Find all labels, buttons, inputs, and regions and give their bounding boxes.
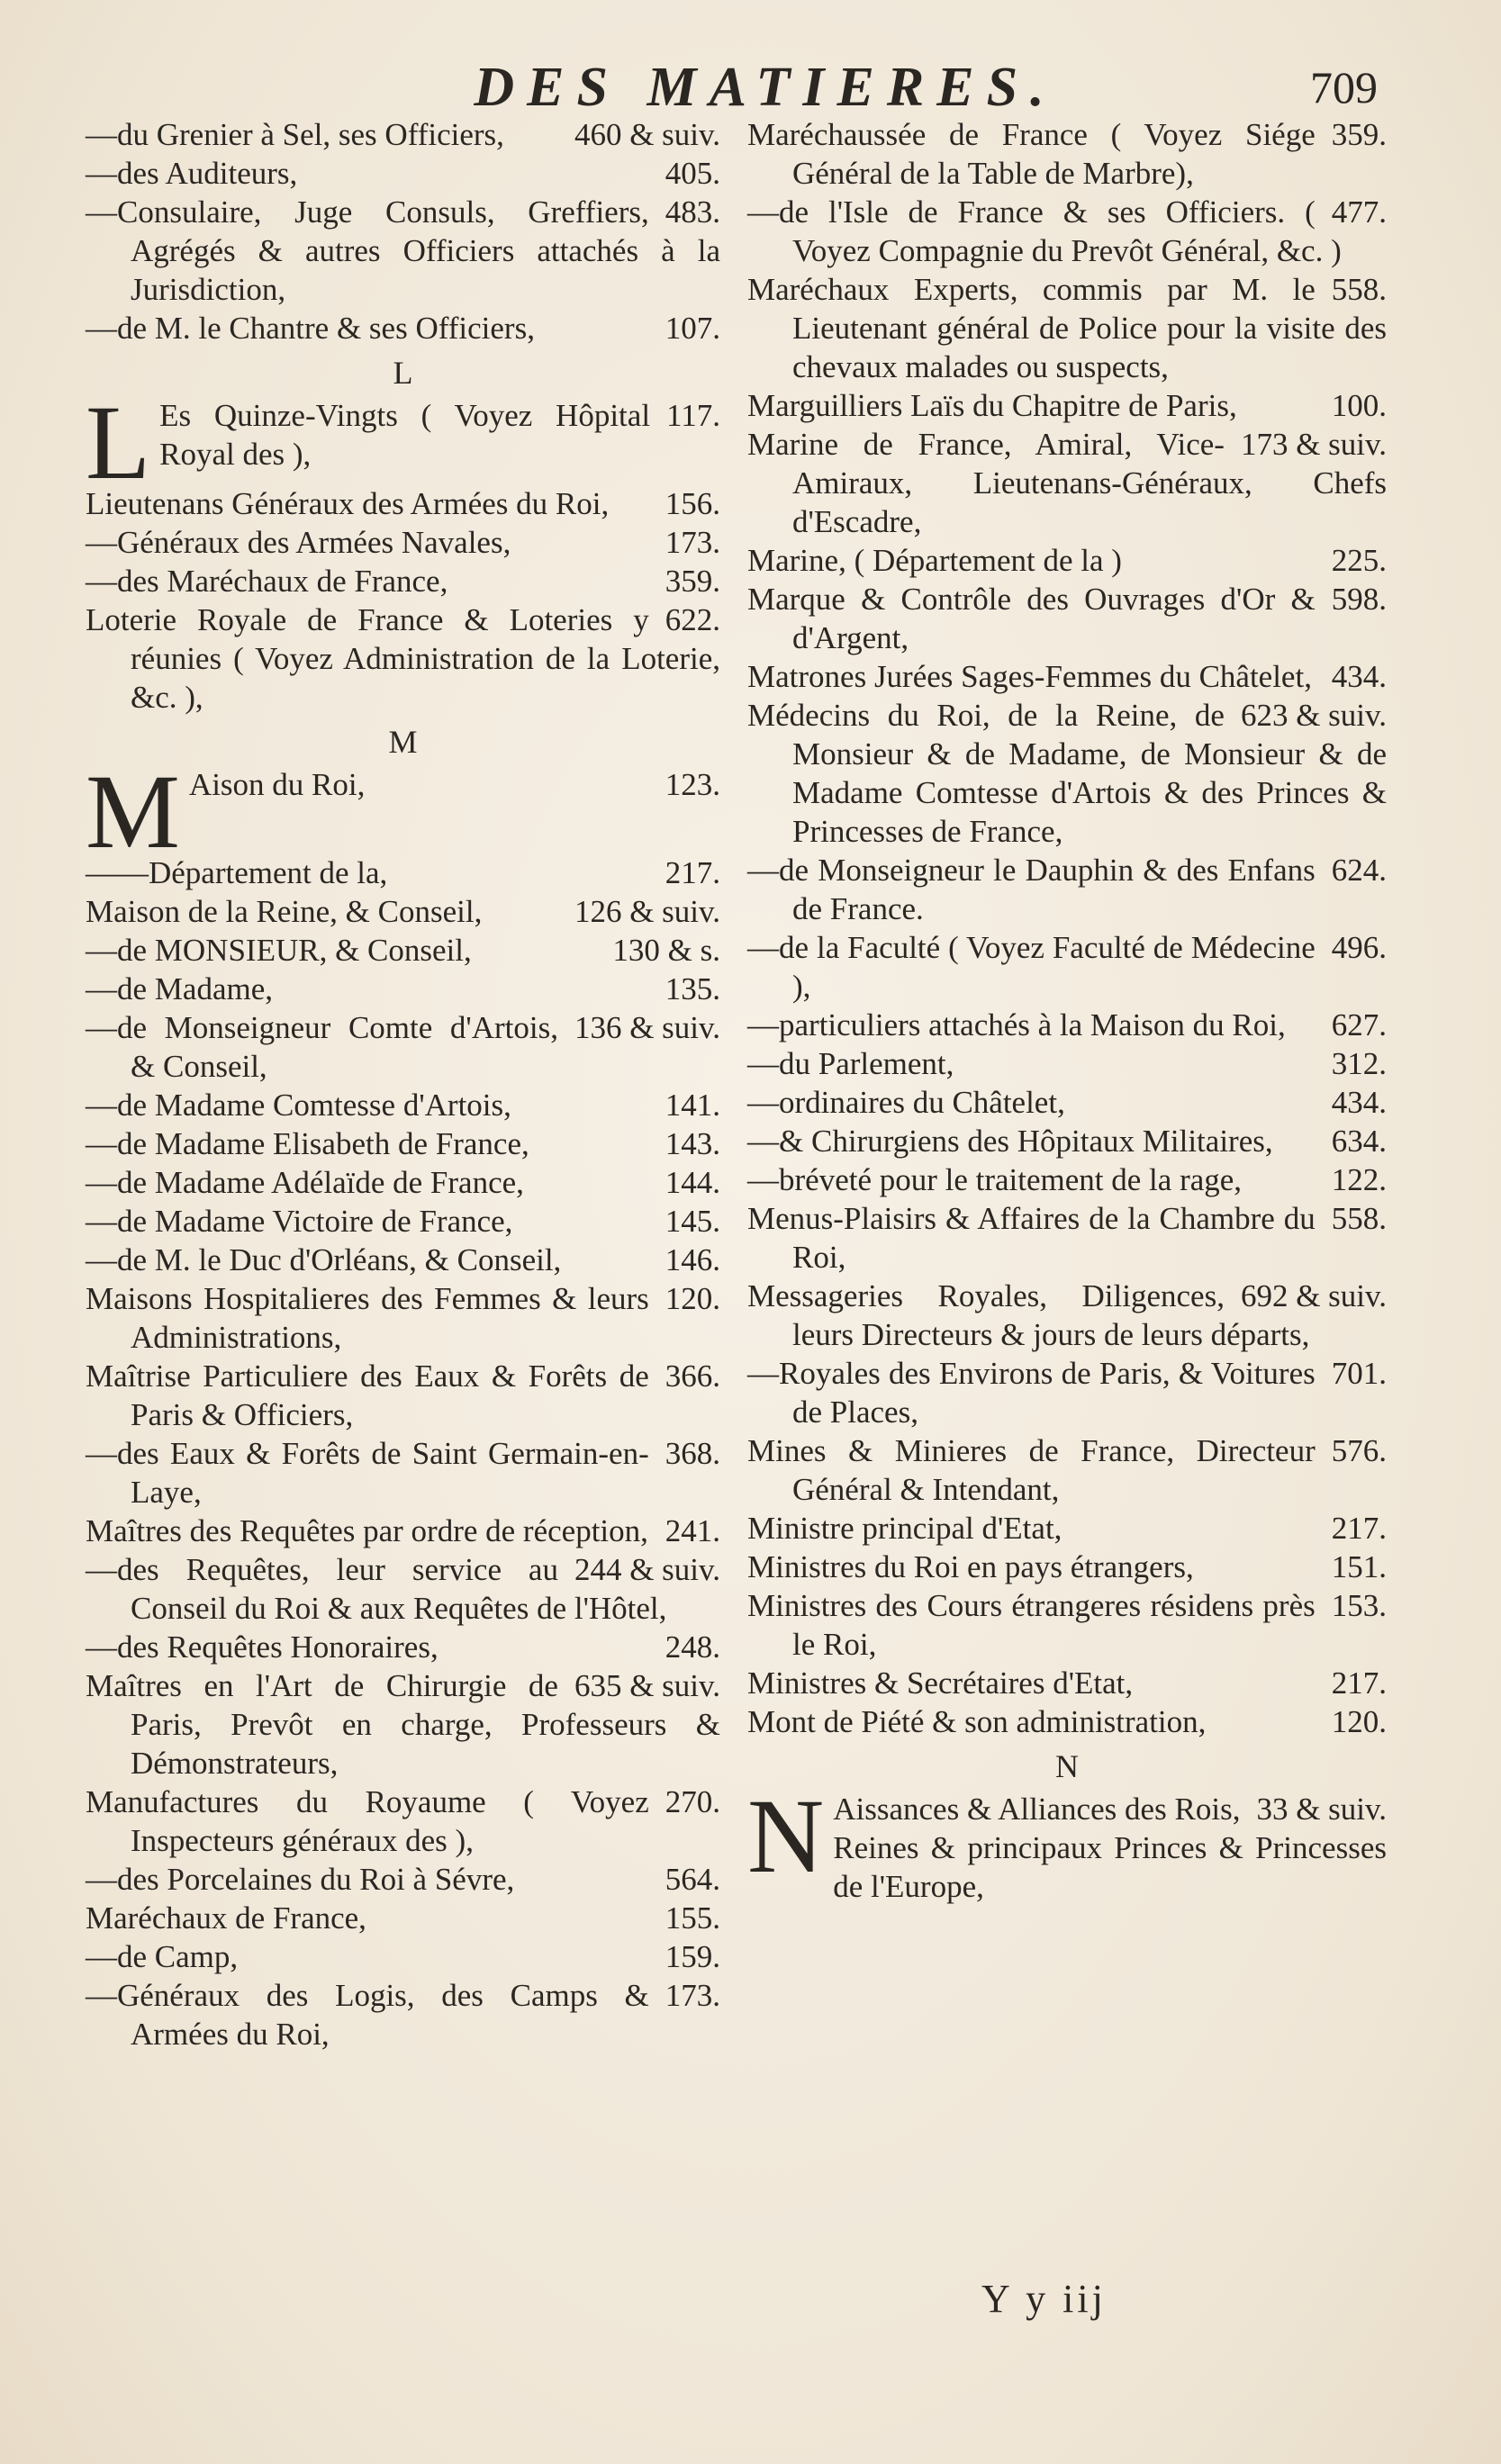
section-letter: N (1055, 1748, 1079, 1784)
entry-page-ref: 130 & s. (612, 933, 720, 968)
entry-text: —ordinaires du Châtelet, (747, 1085, 1065, 1120)
index-entry (86, 1666, 720, 1783)
index-entry (747, 1006, 1387, 1044)
entry-text: —Généraux des Armées Navales, (86, 525, 511, 560)
entry-text: Manufactures du Royaume ( Voyez Inspecteurs généraux des ), (86, 1784, 649, 1858)
entry-text: —de Monseigneur Comte d'Artois, & Conseil, (86, 1010, 558, 1084)
index-entry (86, 1279, 720, 1357)
entry-text: Marque & Contrôle des Ouvrages d'Or & d'Argent, (747, 582, 1316, 655)
entry-text: Lieutenans Généraux des Armées du Roi, (86, 486, 610, 521)
entry-page-ref: 366. (665, 1358, 720, 1394)
index-entry (86, 1899, 720, 1937)
entry-text: —de l'Isle de France & ses Officiers. ( Voyez Compagnie du Prevôt Général, &c. ) (747, 194, 1342, 268)
index-entry (86, 193, 720, 309)
entry-page-ref: 627. (1331, 1007, 1387, 1042)
entry-page-ref: 368. (665, 1436, 720, 1471)
index-entry (86, 1357, 720, 1434)
entry-text: Messageries Royales, Diligences, leurs Directeurs & jours de leurs départs, (747, 1278, 1310, 1352)
entry-text: —de Monseigneur le Dauphin & des Enfans de France. (747, 853, 1316, 926)
index-entry (86, 384, 720, 501)
index-entry (747, 851, 1387, 928)
entry-text: —Consulaire, Juge Consuls, Greffiers, Agrégés & autres Officiers attachés à la Jurisdiction, (86, 194, 720, 307)
entry-text: ——Département de la, (86, 855, 388, 890)
entry-text: —de M. le Duc d'Orléans, & Conseil, (86, 1242, 562, 1277)
index-entry (747, 425, 1387, 541)
entry-text: —de Madame Victoire de France, (86, 1204, 513, 1239)
index-entry (86, 1241, 720, 1279)
entry-text: —des Requêtes Honoraires, (86, 1629, 439, 1665)
entry-page-ref: 33 & suiv. (1256, 1792, 1387, 1827)
entry-page-ref: 217. (665, 855, 720, 890)
index-entry (747, 1664, 1387, 1702)
entry-text: Matrones Jurées Sages-Femmes du Châtelet, (747, 659, 1312, 694)
entry-text: Mont de Piété & son administration, (747, 1704, 1207, 1739)
entry-page-ref: 359. (1331, 117, 1387, 152)
index-entry (86, 1976, 720, 2053)
entry-page-ref: 217. (1331, 1511, 1387, 1546)
entry-text: Marine, ( Département de la ) (747, 543, 1122, 578)
index-entry (747, 1122, 1387, 1160)
entry-text: —de la Faculté ( Voyez Faculté de Médecine ), (747, 930, 1316, 1004)
index-entry (747, 386, 1387, 425)
index-entry (86, 1512, 720, 1550)
index-entry (747, 1277, 1387, 1354)
entry-page-ref: 405. (665, 156, 720, 191)
entry-page-ref: 623 & suiv. (1240, 698, 1387, 733)
index-entry (747, 541, 1387, 580)
index-entry (747, 1044, 1387, 1083)
entry-text: Es Quinze-Vingts ( Voyez Hôpital Royal des ), (159, 398, 651, 472)
index-entry (747, 1777, 1387, 1906)
entry-page-ref: 359. (665, 564, 720, 599)
index-entry (747, 696, 1387, 851)
index-entry (86, 753, 720, 871)
page-title: DES MATIERES. (474, 57, 1057, 118)
entry-text: Maîtres en l'Art de Chirurgie de Paris, Prevôt en charge, Professeurs & Démonstrateurs, (86, 1668, 720, 1781)
entry-page-ref: 477. (1331, 194, 1387, 230)
entry-text: Aison du Roi, (188, 767, 366, 802)
entry-text: Ministres & Secrétaires d'Etat, (747, 1665, 1134, 1701)
entry-page-ref: 159. (665, 1939, 720, 1974)
index-entry (86, 1008, 720, 1086)
entry-page-ref: 153. (1331, 1588, 1387, 1623)
entry-text: —de Madame Elisabeth de France, (86, 1126, 529, 1161)
index-entry (747, 193, 1387, 270)
index-entry (86, 562, 720, 600)
index-entry (86, 1550, 720, 1628)
entry-page-ref: 635 & suiv. (574, 1668, 720, 1703)
index-entry (86, 1628, 720, 1666)
entry-text: Marguilliers Laïs du Chapitre de Paris, (747, 388, 1237, 423)
entry-page-ref: 155. (665, 1900, 720, 1936)
entry-text: —de MONSIEUR, & Conseil, (86, 933, 472, 968)
entry-page-ref: 701. (1331, 1356, 1387, 1391)
entry-page-ref: 483. (665, 194, 720, 230)
entry-text: —de Madame, (86, 971, 273, 1006)
index-entry (86, 892, 720, 931)
entry-text: —Royales des Environs de Paris, & Voitures de Places, (747, 1356, 1316, 1430)
index-entry (86, 1937, 720, 1976)
entry-page-ref: 135. (665, 971, 720, 1006)
index-entry (86, 309, 720, 347)
entry-text: —Généraux des Logis, des Camps & Armées du Roi, (86, 1978, 649, 2052)
index-entry (747, 1160, 1387, 1199)
index-entry (86, 1086, 720, 1124)
entry-page-ref: 100. (1331, 388, 1387, 423)
entry-page-ref: 496. (1331, 930, 1387, 965)
index-entry (747, 1199, 1387, 1277)
section-letter: M (388, 724, 418, 760)
entry-page-ref: 173. (665, 525, 720, 560)
index-entry (747, 1548, 1387, 1586)
entry-page-ref: 634. (1331, 1124, 1387, 1159)
entry-page-ref: 576. (1331, 1433, 1387, 1468)
left-index-column (86, 115, 720, 2053)
entry-page-ref: 144. (665, 1165, 720, 1200)
entry-text: Médecins du Roi, de la Reine, de Monsieur & de Madame, de Monsieur & de Madame Comtesse d'Artois & des Princes & Princesses de France, (747, 698, 1387, 849)
entry-text: Maréchaussée de France ( Voyez Siége Général de la Table de Marbre), (747, 117, 1316, 191)
entry-page-ref: 558. (1331, 272, 1387, 307)
entry-page-ref: 141. (665, 1088, 720, 1123)
signature-mark: Y y iij (981, 2277, 1107, 2321)
entry-page-ref: 123. (665, 767, 720, 802)
entry-text: Menus-Plaisirs & Affaires de la Chambre du Roi, (747, 1201, 1316, 1275)
entry-text: —de Madame Adélaïde de France, (86, 1165, 524, 1200)
entry-text: —des Requêtes, leur service au Conseil du Roi & aux Requêtes de l'Hôtel, (86, 1552, 667, 1626)
index-entry (86, 1860, 720, 1899)
entry-text: —du Parlement, (747, 1046, 954, 1081)
index-entry (747, 1083, 1387, 1122)
entry-text: Maison de la Reine, & Conseil, (86, 894, 483, 929)
entry-text: —des Maréchaux de France, (86, 564, 448, 599)
entry-text: —du Grenier à Sel, ses Officiers, (86, 117, 504, 152)
index-entry (747, 115, 1387, 193)
entry-text: Loterie Royale de France & Loteries y réunies ( Voyez Administration de la Loterie, &c. ), (86, 602, 720, 715)
drop-capital: L (86, 384, 151, 501)
entry-text: —de Madame Comtesse d'Artois, (86, 1088, 511, 1123)
index-entry (86, 1434, 720, 1512)
section-letter: L (393, 355, 413, 391)
entry-page-ref: 122. (1331, 1162, 1387, 1197)
entry-text: Ministre principal d'Etat, (747, 1511, 1062, 1546)
entry-text: Maréchaux de France, (86, 1900, 366, 1936)
index-entry (86, 484, 720, 523)
entry-text: Ministres des Cours étrangeres résidens près le Roi, (747, 1588, 1316, 1662)
entry-text: Maisons Hospitalieres des Femmes & leurs Administrations, (86, 1281, 649, 1355)
entry-text: —de M. le Chantre & ses Officiers, (86, 311, 535, 346)
index-entry (747, 928, 1387, 1006)
index-entry (86, 931, 720, 970)
index-entry (747, 1586, 1387, 1664)
drop-capital: M (86, 753, 180, 871)
entry-page-ref: 145. (665, 1204, 720, 1239)
entry-page-ref: 312. (1331, 1046, 1387, 1081)
entry-text: —& Chirurgiens des Hôpitaux Militaires, (747, 1124, 1273, 1159)
entry-page-ref: 120. (1331, 1704, 1387, 1739)
page-number: 709 (1310, 62, 1378, 113)
index-entry (86, 970, 720, 1008)
entry-page-ref: 117. (666, 398, 720, 433)
entry-text: —des Auditeurs, (86, 156, 298, 191)
entry-page-ref: 598. (1331, 582, 1387, 617)
entry-page-ref: 136 & suiv. (574, 1010, 720, 1045)
entry-page-ref: 241. (665, 1513, 720, 1548)
index-entry (86, 600, 720, 717)
index-entry (86, 1202, 720, 1241)
index-entry (747, 1702, 1387, 1741)
drop-capital: N (747, 1777, 825, 1895)
entry-page-ref: 460 & suiv. (574, 117, 720, 152)
entry-text: Marine de France, Amiral, Vice-Amiraux, Lieutenans-Généraux, Chefs d'Escadre, (747, 427, 1387, 539)
entry-text: —des Eaux & Forêts de Saint Germain-en-Laye, (86, 1436, 649, 1510)
entry-page-ref: 151. (1331, 1549, 1387, 1584)
entry-page-ref: 270. (665, 1784, 720, 1819)
index-entry (747, 1509, 1387, 1548)
entry-page-ref: 434. (1331, 1085, 1387, 1120)
entry-page-ref: 692 & suiv. (1240, 1278, 1387, 1313)
entry-page-ref: 173 & suiv. (1240, 427, 1387, 462)
index-entry (86, 523, 720, 562)
entry-page-ref: 564. (665, 1862, 720, 1897)
entry-page-ref: 143. (665, 1126, 720, 1161)
entry-text: —particuliers attachés à la Maison du Roi, (747, 1007, 1286, 1042)
entry-page-ref: 217. (1331, 1665, 1387, 1701)
index-entry (747, 657, 1387, 696)
index-entry (747, 1354, 1387, 1431)
entry-page-ref: 624. (1331, 853, 1387, 888)
entry-page-ref: 558. (1331, 1201, 1387, 1236)
entry-text: Maréchaux Experts, commis par M. le Lieutenant général de Police pour la visite des chevaux malades ou suspects, (747, 272, 1387, 384)
entry-text: —bréveté pour le traitement de la rage, (747, 1162, 1243, 1197)
index-entry (86, 154, 720, 193)
entry-text: —des Porcelaines du Roi à Sévre, (86, 1862, 515, 1897)
index-entry (86, 1783, 720, 1860)
entry-text: Maîtrise Particuliere des Eaux & Forêts de Paris & Officiers, (86, 1358, 649, 1432)
entry-page-ref: 107. (665, 311, 720, 346)
index-entry (86, 115, 720, 154)
index-entry (86, 1163, 720, 1202)
running-header (0, 56, 1501, 119)
index-entry (747, 270, 1387, 386)
entry-page-ref: 173. (665, 1978, 720, 2013)
index-entry (747, 580, 1387, 657)
entry-text: —de Camp, (86, 1939, 239, 1974)
entry-text: Maîtres des Requêtes par ordre de réception, (86, 1513, 648, 1548)
index-entry (86, 1124, 720, 1163)
entry-page-ref: 156. (665, 486, 720, 521)
right-index-column (747, 115, 1387, 1906)
entry-page-ref: 248. (665, 1629, 720, 1665)
index-entry (747, 1431, 1387, 1509)
entry-text: Aissances & Alliances des Rois, Reines & principaux Princes & Princesses de l'Europe, (833, 1792, 1387, 1904)
entry-page-ref: 120. (665, 1281, 720, 1316)
entry-page-ref: 434. (1331, 659, 1387, 694)
index-entry (86, 853, 720, 892)
entry-page-ref: 622. (665, 602, 720, 637)
entry-page-ref: 126 & suiv. (574, 894, 720, 929)
entry-text: Mines & Minieres de France, Directeur Général & Intendant, (747, 1433, 1316, 1507)
entry-page-ref: 225. (1331, 543, 1387, 578)
entry-page-ref: 244 & suiv. (574, 1552, 720, 1587)
entry-text: Ministres du Roi en pays étrangers, (747, 1549, 1194, 1584)
entry-page-ref: 146. (665, 1242, 720, 1277)
